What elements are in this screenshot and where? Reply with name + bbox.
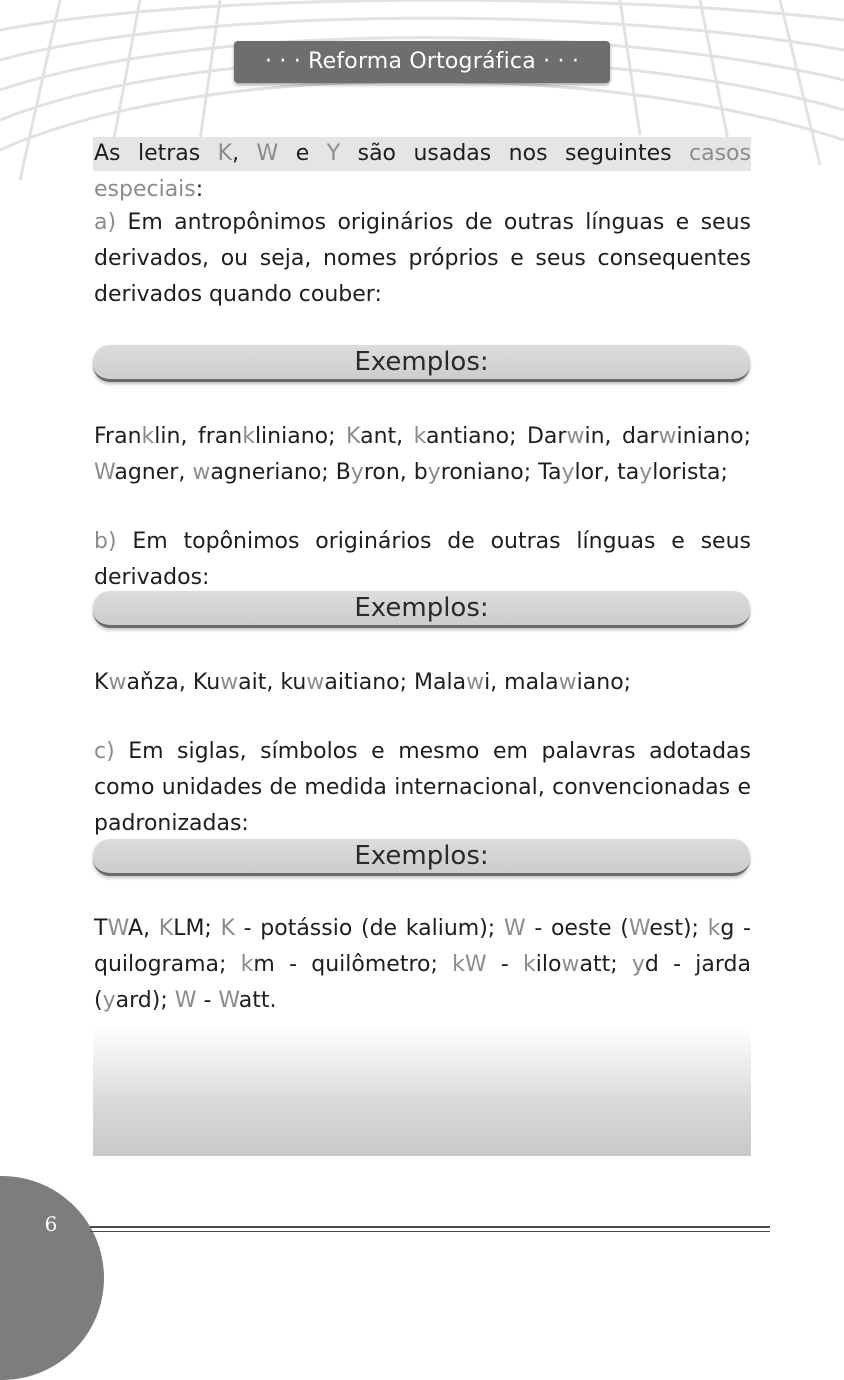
- highlighted-letters: k: [141, 424, 155, 449]
- highlighted-letters: Y: [326, 141, 341, 166]
- text-run: A,: [128, 916, 159, 941]
- highlighted-letters: k: [242, 424, 255, 449]
- text-run: LM;: [173, 916, 221, 941]
- text-run: Em topônimos originários de outras línguas e seus derivados:: [94, 529, 751, 590]
- text-run: ard);: [115, 988, 175, 1013]
- highlighted-letters: W: [628, 916, 650, 941]
- highlighted-letters: w: [220, 670, 239, 695]
- highlighted-letters: w: [658, 424, 677, 449]
- text-run: m - quilômetro;: [253, 952, 453, 977]
- section-c-text: [94, 734, 751, 842]
- highlighted-letters: W: [503, 916, 526, 941]
- text-run: agner,: [114, 460, 193, 485]
- text-run: Fran: [94, 424, 142, 449]
- text-run: - oeste (: [525, 916, 629, 941]
- highlighted-letters: k: [523, 952, 536, 977]
- text-run: roniano; Ta: [440, 460, 562, 485]
- highlighted-letters: w: [558, 670, 577, 695]
- highlighted-letters: W: [174, 988, 197, 1013]
- highlighted-letters: k: [707, 916, 721, 941]
- text-run: est);: [649, 916, 708, 941]
- text-run: K: [94, 670, 109, 695]
- highlighted-letters: K: [217, 141, 233, 166]
- text-run: ,: [232, 141, 257, 166]
- highlighted-letters: y: [561, 460, 575, 485]
- text-run: lor, ta: [574, 460, 640, 485]
- text-run: ant,: [360, 424, 414, 449]
- highlighted-letters: w: [466, 670, 485, 695]
- text-run: As letras: [94, 141, 218, 166]
- highlighted-letters: W: [107, 916, 129, 941]
- highlighted-letters: K: [346, 424, 361, 449]
- text-run: -: [486, 952, 524, 977]
- section-a-text: [94, 205, 751, 313]
- section-b-text: [94, 524, 751, 596]
- text-run: - potássio (de kalium);: [234, 916, 504, 941]
- text-run: iniano;: [676, 424, 751, 449]
- text-run: antiano; Dar: [426, 424, 567, 449]
- highlighted-letters: kW: [452, 952, 487, 977]
- text-run: ron, b: [363, 460, 428, 485]
- highlighted-letters: W: [218, 988, 239, 1013]
- highlighted-letters: y: [631, 952, 645, 977]
- highlighted-letters: b): [94, 529, 117, 554]
- text-run: e: [278, 141, 327, 166]
- footer-rule-bottom: [90, 1231, 770, 1232]
- footer-rule-top: [90, 1226, 770, 1228]
- highlighted-letters: K: [220, 916, 235, 941]
- text-run: ait, ku: [238, 670, 307, 695]
- text-run: agneriano; B: [210, 460, 351, 485]
- text-run: iano;: [576, 670, 632, 695]
- text-run: g - quilograma;: [94, 916, 751, 977]
- text-run: in, dar: [584, 424, 659, 449]
- highlighted-letters: w: [192, 460, 211, 485]
- decorative-gradient-box: [93, 1026, 751, 1156]
- highlighted-letters: w: [306, 670, 325, 695]
- examples-bar-a: Exemplos:: [93, 345, 750, 382]
- text-run: liniano;: [254, 424, 347, 449]
- text-run: lin, fran: [154, 424, 243, 449]
- highlighted-letters: W: [256, 141, 279, 166]
- highlighted-letters: w: [108, 670, 127, 695]
- examples-bar-b: Exemplos:: [93, 591, 750, 628]
- highlighted-letters: y: [427, 460, 441, 485]
- highlighted-letters: y: [639, 460, 653, 485]
- text-run: att;: [579, 952, 632, 977]
- text-run: são usadas nos seguintes: [340, 141, 690, 166]
- header-title: · · · Reforma Ortográfica · · ·: [234, 41, 610, 83]
- highlighted-letters: K: [158, 916, 174, 941]
- text-run: i, mala: [484, 670, 559, 695]
- text-run: T: [94, 916, 108, 941]
- section-c-examples: [94, 911, 751, 1019]
- highlighted-letters: w: [566, 424, 585, 449]
- text-run: aitiano; Mala: [324, 670, 467, 695]
- text-run: ilo: [535, 952, 562, 977]
- highlighted-letters: W: [94, 460, 115, 485]
- section-a-examples: [94, 419, 751, 491]
- highlighted-letters: k: [240, 952, 254, 977]
- examples-bar-c: Exemplos:: [93, 839, 750, 876]
- highlighted-letters: k: [413, 424, 427, 449]
- page-number-circle: [0, 1176, 104, 1380]
- text-run: aňza, Ku: [126, 670, 221, 695]
- text-run: lorista;: [652, 460, 728, 485]
- section-b-examples: [94, 665, 751, 701]
- highlighted-letters: casos especiais: [94, 141, 751, 202]
- text-run: att.: [238, 988, 277, 1013]
- highlighted-letters: a): [94, 210, 117, 235]
- page-number: 6: [44, 1212, 58, 1236]
- highlighted-letters: c): [94, 739, 115, 764]
- text-run: Em antropônimos originários de outras línguas e seus derivados, ou seja, nomes próprios e seus consequentes derivados quando couber:: [94, 210, 751, 307]
- highlighted-letters: y: [102, 988, 116, 1013]
- intro-text: [94, 136, 751, 208]
- text-run: Em siglas, símbolos e mesmo em palavras adotadas como unidades de medida internacional, convencionadas e padronizadas:: [94, 739, 751, 836]
- text-run: :: [195, 177, 204, 202]
- text-run: d - jarda (: [94, 952, 751, 1013]
- text-run: -: [196, 988, 219, 1013]
- highlighted-letters: y: [350, 460, 364, 485]
- highlighted-letters: w: [561, 952, 580, 977]
